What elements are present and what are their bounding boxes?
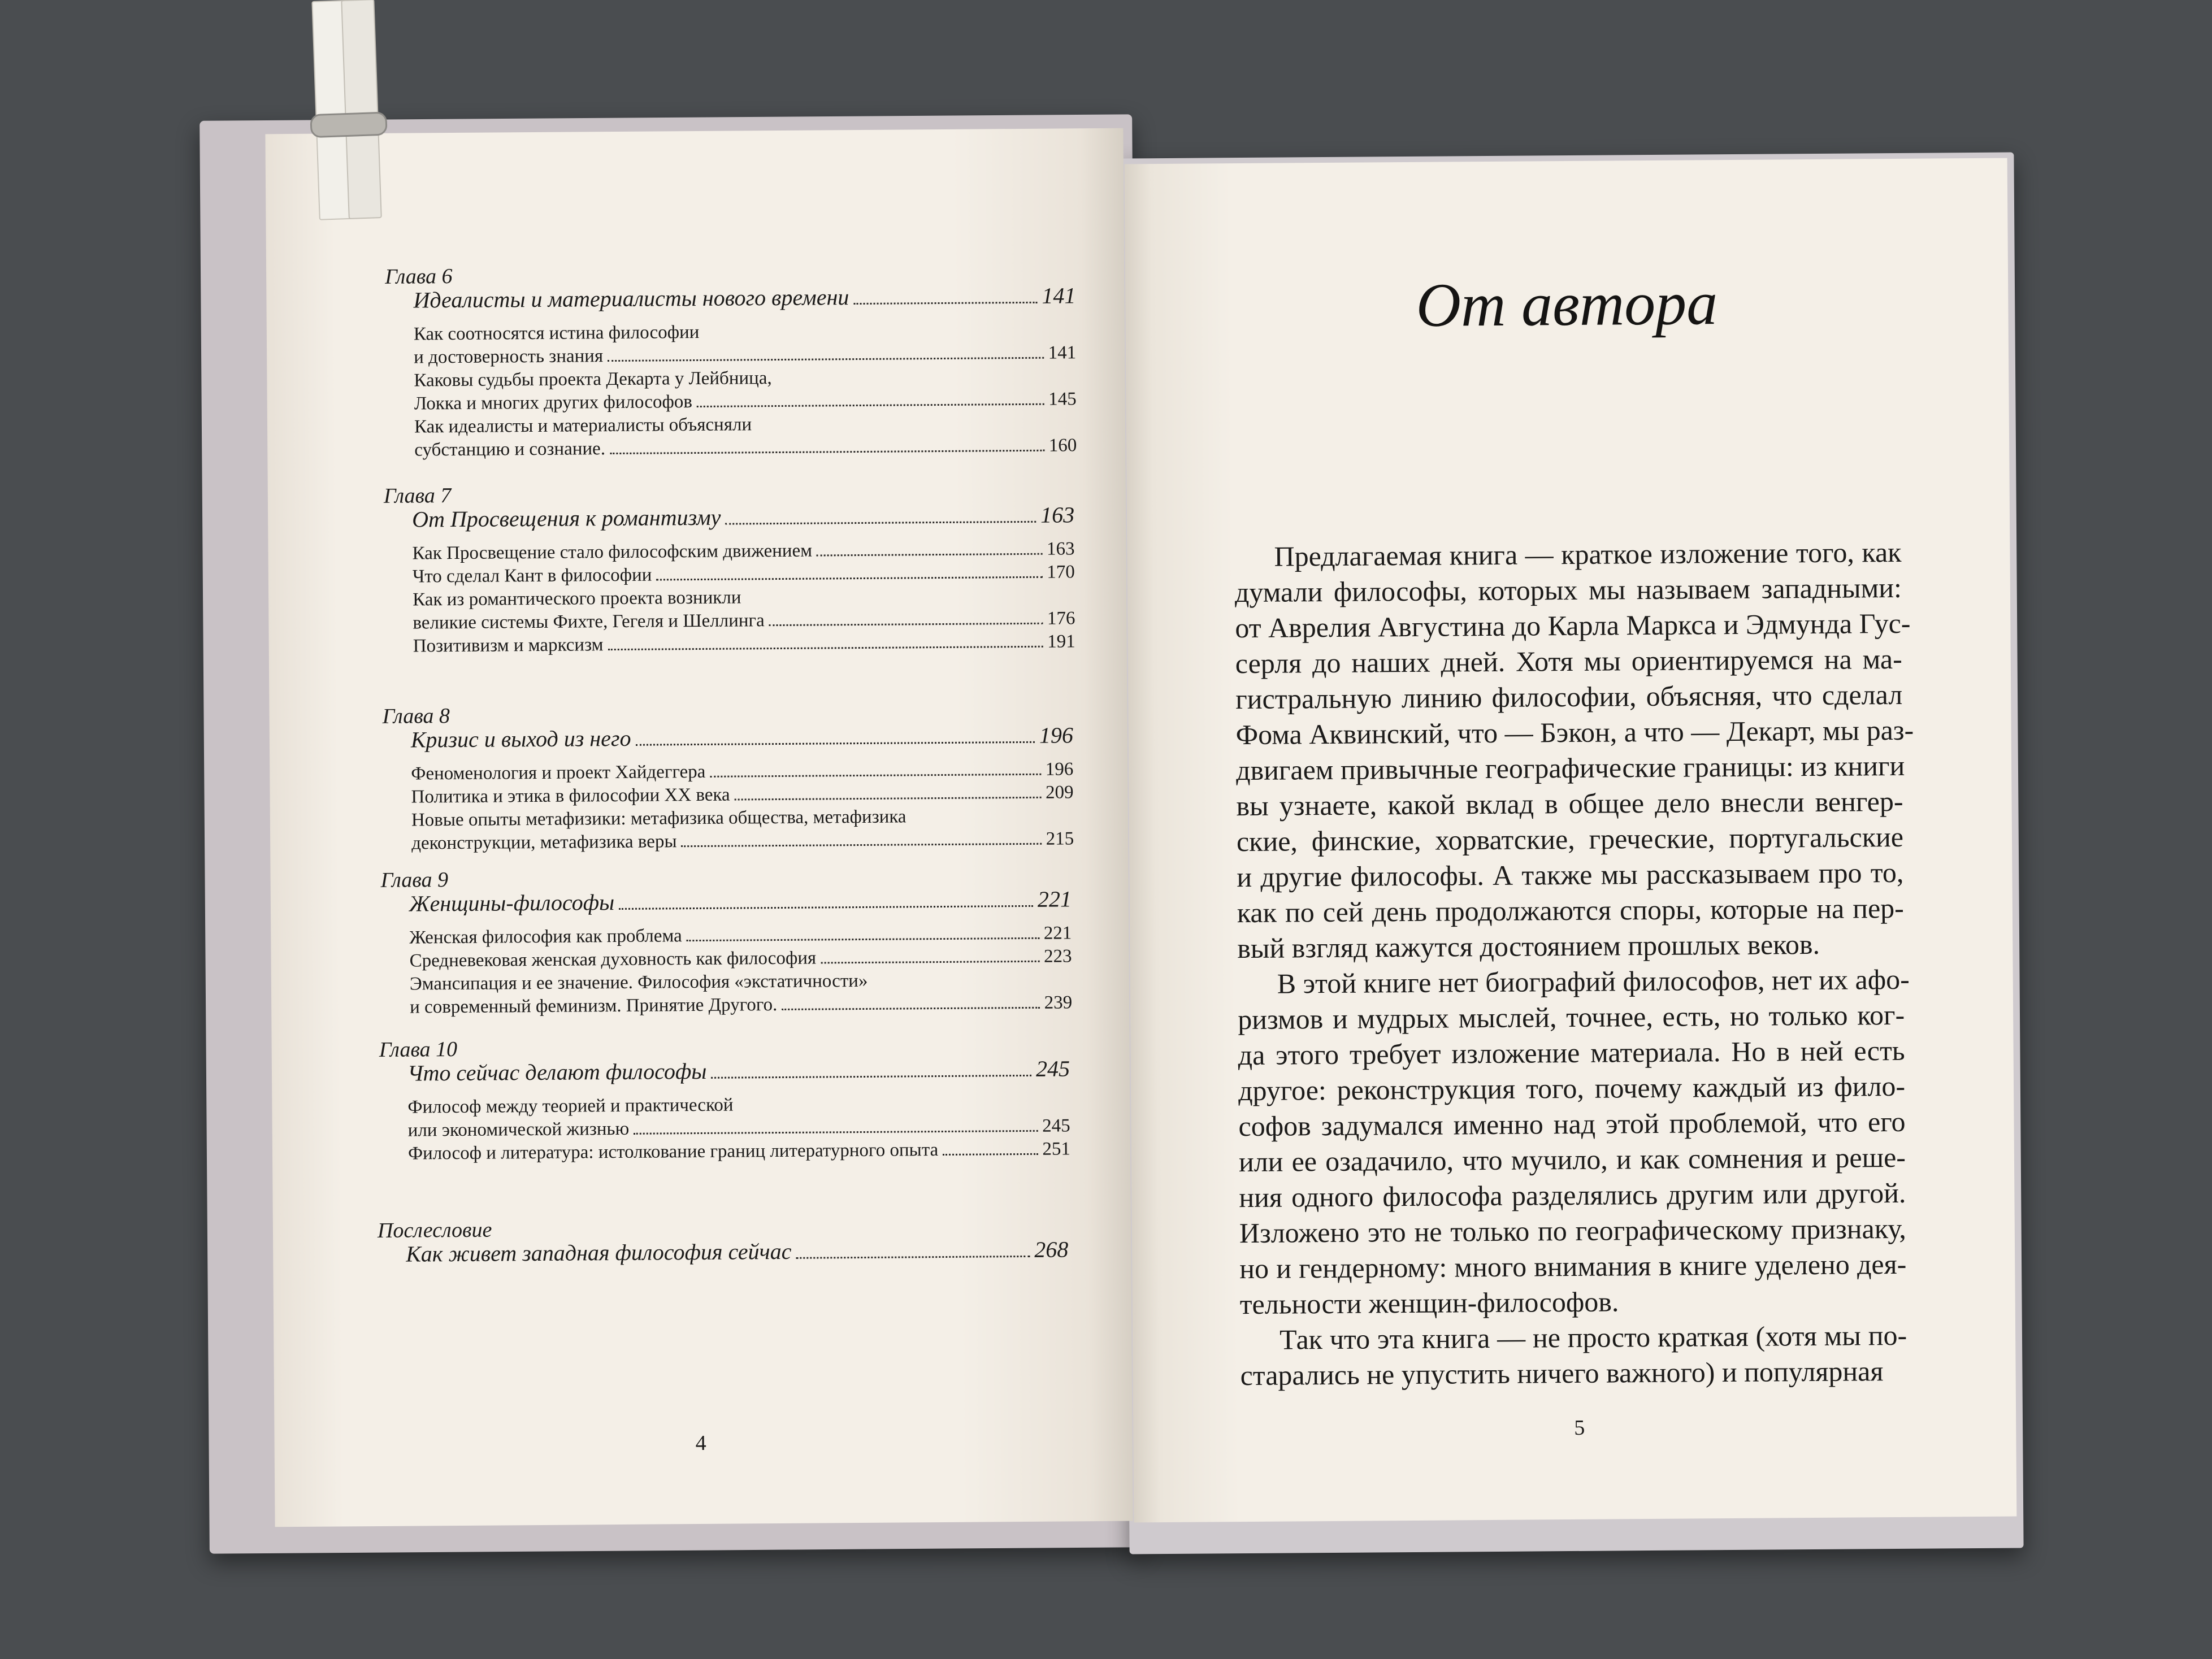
leader-dots — [608, 646, 1043, 650]
toc-section — [410, 992, 1072, 1018]
toc-page-number: 221 — [1043, 923, 1072, 944]
toc-page-number: 191 — [1047, 631, 1075, 652]
body-text-line: ния одного философа разделялись другим или другой. — [1239, 1176, 1906, 1214]
leader-dots — [697, 403, 1044, 407]
toc-page-number: 196 — [1039, 722, 1074, 748]
toc-page-number: 215 — [1046, 828, 1074, 849]
toc-section — [408, 1115, 1070, 1141]
toc-chapter-label: Глава 10 — [379, 1037, 458, 1062]
toc-section-line: Как идеалисты и материалисты объясняли — [414, 414, 752, 437]
toc-section-line: Как из романтического проекта возникли — [413, 587, 741, 610]
body-text-line: тельности женщин-философов. — [1239, 1285, 1619, 1321]
leader-dots — [943, 1153, 1038, 1156]
toc-page-number: 221 — [1037, 886, 1072, 912]
toc-section-text: или экономической жизнью — [407, 1118, 630, 1141]
left-page — [265, 128, 1133, 1527]
body-text-line: да этого требует изложение материала. Но в ней есть — [1238, 1034, 1905, 1071]
toc-section-text: Женская философия как проблема — [409, 926, 682, 948]
toc-title-text: Как живет западная философия сейчас — [406, 1238, 792, 1267]
body-text-line: Так что эта книга — не просто краткая (хотя мы по- — [1279, 1319, 1907, 1356]
right-page — [1125, 158, 2017, 1523]
toc-section-line: Новые опыты метафизики: метафизика общества, метафизика — [411, 806, 907, 831]
body-text-line: вый взгляд кажутся достоянием прошлых веков. — [1237, 928, 1820, 965]
toc-title-text: От Просвещения к романтизму — [412, 504, 721, 532]
toc-section — [412, 538, 1074, 564]
toc-section — [414, 435, 1077, 461]
toc-section-text: Позитивизм и марксизм — [413, 635, 604, 657]
page-heading: От автора — [1416, 268, 1718, 340]
leader-dots — [608, 357, 1044, 362]
toc-chapter-label: Послесловие — [377, 1218, 492, 1243]
toc-page-number: 239 — [1044, 992, 1073, 1013]
toc-section-line: Философ между теорией и практической — [407, 1095, 734, 1118]
toc-section — [408, 1139, 1070, 1164]
toc-page-number: 209 — [1045, 782, 1074, 803]
toc-section-text: Феноменология и проект Хайдеггера — [411, 761, 706, 784]
leader-dots — [817, 553, 1042, 557]
leader-dots — [634, 1130, 1038, 1135]
leader-dots — [853, 302, 1037, 305]
body-text-line: серля до наших дней. Хотя мы ориентируемся на ма- — [1235, 642, 1902, 680]
toc-section — [411, 782, 1073, 807]
toc-section-text: субстанцию и сознание. — [414, 438, 606, 461]
toc-chapter-title — [409, 885, 1072, 917]
body-text-line: В этой книге нет биографий философов, нет их афо- — [1277, 963, 1910, 1000]
toc-section-text: Философ и литература: истолкование границ литературного опыта — [407, 1140, 939, 1164]
leader-dots — [735, 797, 1041, 801]
leader-dots — [682, 843, 1042, 847]
toc-page-number: 145 — [1048, 389, 1077, 410]
toc-section — [413, 562, 1075, 587]
page-number-right: 5 — [1574, 1415, 1585, 1440]
toc-section-text: Политика и этика в философии XX века — [411, 784, 730, 807]
toc-section — [414, 342, 1076, 368]
toc-title-text: Идеалисты и материалисты нового времени — [413, 284, 849, 313]
leader-dots — [619, 905, 1033, 910]
toc-section — [411, 828, 1074, 854]
body-text-line: и другие философы. А также мы рассказываем про то, — [1237, 856, 1904, 893]
toc-section — [413, 631, 1075, 657]
toc-section-text: Как Просвещение стало философским движением — [412, 540, 813, 564]
body-text-line: думали философы, которых мы называем западными: — [1234, 571, 1902, 609]
body-text-line: Фома Аквинский, что — Бэкон, а что — Декарт, мы раз- — [1235, 714, 1914, 751]
body-text-line: Изложено это не только по географическому признаку, — [1239, 1212, 1907, 1249]
toc-page-number: 251 — [1042, 1139, 1071, 1159]
toc-section — [411, 759, 1073, 784]
toc-page-number: 176 — [1047, 608, 1075, 629]
leader-dots — [796, 1256, 1030, 1259]
toc-chapter-title — [413, 282, 1075, 313]
toc-page-number: 163 — [1040, 502, 1075, 528]
leader-dots — [782, 1007, 1039, 1010]
toc-title-text: Что сейчас делают философы — [407, 1058, 707, 1086]
body-text-line: софов задумался именно над этой проблемой, что его — [1238, 1105, 1906, 1143]
leader-dots — [769, 623, 1043, 626]
leader-dots — [725, 521, 1036, 525]
toc-page-number: 223 — [1043, 946, 1072, 967]
toc-section — [413, 608, 1075, 633]
body-text-line: но и гендерному: много внимания в книге уделено дея- — [1239, 1248, 1907, 1285]
leader-dots — [636, 741, 1035, 746]
body-text-line: ские, финские, хорватские, греческие, португальские — [1236, 820, 1904, 858]
page-number-left: 4 — [695, 1431, 706, 1456]
leader-dots — [710, 774, 1041, 778]
body-text-line: двигаем привычные географические границы: из книги — [1235, 749, 1905, 787]
toc-chapter-title — [406, 1236, 1068, 1267]
body-text-line: гистральную линию философии, объясняя, что сделал — [1235, 678, 1903, 715]
body-text-line: Предлагаемая книга — краткое изложение того, как — [1274, 536, 1902, 572]
toc-chapter-label: Глава 8 — [382, 704, 450, 728]
body-text-line: от Аврелия Августина до Карла Маркса и Эдмунда Гус- — [1235, 607, 1911, 644]
toc-section-text: великие системы Фихте, Гегеля и Шеллинга — [413, 610, 765, 633]
binder-clip — [306, 0, 387, 218]
toc-section — [414, 389, 1077, 414]
toc-title-text: Кризис и выход из него — [410, 725, 631, 753]
toc-page-number: 268 — [1034, 1236, 1069, 1262]
body-text-line: или ее озадачило, что мучило, и как сомнения и реше- — [1238, 1141, 1906, 1178]
toc-section-text: деконструкции, метафизика веры — [411, 831, 677, 854]
leader-dots — [821, 961, 1039, 964]
toc-page-number: 170 — [1047, 562, 1075, 583]
toc-page-number: 196 — [1045, 759, 1074, 780]
clip-spring — [310, 112, 387, 138]
body-text-line: вы узнаете, какой вклад в общее дело внесли венгер- — [1236, 785, 1903, 822]
toc-section-line: Каковы судьбы проекта Декарта у Лейбница, — [414, 368, 772, 391]
toc-page-number: 245 — [1042, 1115, 1070, 1136]
toc-section-text: и достоверность знания — [414, 346, 604, 368]
toc-section — [410, 946, 1072, 971]
toc-section-line: Эмансипация и ее значение. Философия «экстатичности» — [409, 970, 868, 994]
toc-page-number: 141 — [1048, 342, 1077, 363]
clip-jaw-right — [341, 0, 382, 219]
body-text-line: старались не упустить ничего важного) и популярная — [1240, 1355, 1884, 1392]
body-text-line: как по сей день продолжаются споры, которые на пер- — [1237, 892, 1905, 929]
toc-section-text: Средневековая женская духовность как философия — [409, 948, 817, 971]
toc-page-number: 160 — [1048, 435, 1077, 456]
toc-chapter-title — [411, 722, 1073, 753]
toc-section-line: Как соотносятся истина философии — [413, 322, 700, 345]
toc-section-text: и современный феминизм. Принятие Другого. — [410, 994, 778, 1018]
toc-title-text: Женщины-философы — [409, 889, 615, 917]
toc-section-text: Локка и многих других философов — [414, 392, 693, 414]
leader-dots — [656, 576, 1042, 581]
toc-chapter-label: Глава 9 — [380, 868, 449, 892]
toc-section-text: Что сделал Кант в философии — [412, 564, 652, 587]
toc-section — [409, 923, 1072, 948]
toc-chapter-label: Глава 6 — [385, 264, 453, 289]
body-text-line: другое: реконструкция того, почему каждый из фило- — [1238, 1070, 1906, 1107]
leader-dots — [687, 937, 1039, 941]
toc-chapter-title — [407, 1055, 1070, 1086]
toc-page-number: 141 — [1042, 283, 1076, 309]
body-text-line: ризмов и мудрых мыслей, точнее, есть, но только ког- — [1238, 998, 1905, 1036]
leader-dots — [711, 1075, 1031, 1079]
toc-page-number: 163 — [1046, 538, 1075, 559]
leader-dots — [610, 450, 1044, 454]
toc-page-number: 245 — [1035, 1056, 1070, 1082]
toc-chapter-title — [412, 501, 1074, 532]
toc-chapter-label: Глава 7 — [383, 484, 452, 508]
